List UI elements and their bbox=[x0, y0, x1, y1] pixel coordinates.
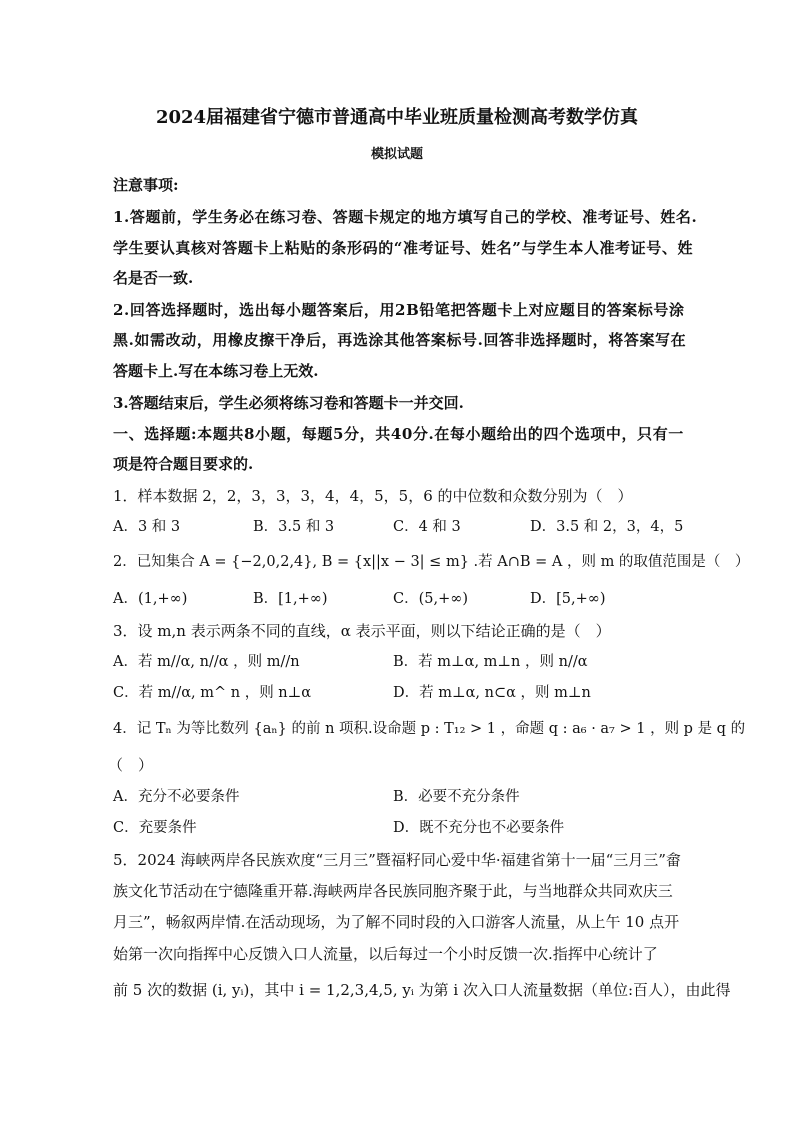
notes-heading: 注意事项: bbox=[113, 176, 179, 194]
question-2-option-c: C．(5,+∞) bbox=[393, 591, 468, 607]
question-5-line-3: 月三”，畅叙两岸情.在活动现场，为了解不同时段的入口游客人流量，从上午 10 点开 bbox=[113, 913, 680, 931]
section-1-heading-line-1: 一、选择题:本题共8小题，每题5分，共40分.在每小题给出的四个选项中，只有一 bbox=[113, 425, 684, 443]
question-2-option-d: D．[5,+∞) bbox=[530, 591, 606, 607]
question-4-option-d: D．既不充分也不必要条件 bbox=[393, 820, 565, 836]
question-4-stem: 4．记 Tₙ 为等比数列 {aₙ} 的前 n 项积.设命题 p : T₁₂ > 1 ，命题 q : a₆ · a₇ > 1 ，则 p 是 q 的 bbox=[113, 721, 746, 737]
note-1-line-2: 学生要认真核对答题卡上粘贴的条形码的“准考证号、姓名”与学生本人准考证号、姓 bbox=[113, 239, 694, 257]
question-4-answer-paren: （ ） bbox=[108, 756, 154, 774]
note-2-line-1: 2.回答选择题时，选出每小题答案后，用2B铅笔把答题卡上对应题目的答案标号涂 bbox=[113, 301, 685, 319]
question-3-stem: 3．设 m,n 表示两条不同的直线，α 表示平面，则以下结论正确的是（ ） bbox=[113, 622, 611, 640]
section-1-heading-line-2: 项是符合题目要求的. bbox=[113, 455, 254, 473]
question-2-option-b: B．[1,+∞) bbox=[253, 591, 328, 607]
page-title: 2024届福建省宁德市普通高中毕业班质量检测高考数学仿真 bbox=[155, 107, 639, 128]
question-5-line-1: 5．2024 海峡两岸各民族欢度“三月三”暨福籽同心爱中华·福建省第十一届“三月三”畲 bbox=[113, 851, 681, 869]
page-subtitle: 模拟试题 bbox=[370, 147, 423, 162]
question-3-option-a: A．若 m//α, n//α ，则 m//n bbox=[113, 654, 300, 670]
note-3: 3.答题结束后，学生必须将练习卷和答题卡一并交回. bbox=[113, 394, 464, 412]
question-2-stem: 2．已知集合 A = {−2,0,2,4}, B = {x||x − 3| ≤ m} .若 A∩B = A ，则 m 的取值范围是（ ） bbox=[113, 554, 750, 570]
question-3-option-d: D．若 m⊥α, n⊂α ，则 m⊥n bbox=[393, 685, 591, 701]
note-2-line-3: 答题卡上.写在本练习卷上无效. bbox=[113, 362, 319, 380]
question-2-option-a: A．(1,+∞) bbox=[113, 591, 188, 607]
question-3-option-c: C．若 m//α, m^ n ，则 n⊥α bbox=[113, 685, 312, 701]
question-5-line-2: 族文化节活动在宁德隆重开幕.海峡两岸各民族同胞齐聚于此，与当地群众共同欢庆三 bbox=[113, 882, 673, 900]
question-3-option-b: B．若 m⊥α, m⊥n ，则 n//α bbox=[393, 654, 588, 670]
question-5-line-4: 始第一次向指挥中心反馈入口人流量，以后每过一个小时反馈一次.指挥中心统计了 bbox=[113, 945, 658, 963]
question-5-line-5: 前 5 次的数据 (i, yᵢ)，其中 i = 1,2,3,4,5, yᵢ 为第 i 次入口人流量数据（单位:百人），由此得 bbox=[113, 981, 731, 999]
question-4-option-b: B．必要不充分条件 bbox=[393, 789, 520, 805]
question-1-option-a: A．3 和 3 bbox=[113, 519, 181, 535]
note-2-line-2: 黑.如需改动，用橡皮擦干净后，再选涂其他答案标号.回答非选择题时，将答案写在 bbox=[113, 331, 687, 349]
question-1-stem: 1．样本数据 2，2，3，3，3，4，4，5，5，6 的中位数和众数分别为（ ） bbox=[113, 487, 633, 505]
question-4-option-c: C．充要条件 bbox=[113, 820, 197, 836]
question-1-option-c: C．4 和 3 bbox=[393, 519, 461, 535]
question-1-option-b: B．3.5 和 3 bbox=[253, 519, 335, 535]
question-1-option-d: D．3.5 和 2，3，4，5 bbox=[530, 519, 684, 535]
note-1-line-1: 1.答题前，学生务必在练习卷、答题卡规定的地方填写自己的学校、准考证号、姓名. bbox=[113, 208, 698, 226]
note-1-line-3: 名是否一致. bbox=[113, 269, 194, 287]
question-4-option-a: A．充分不必要条件 bbox=[113, 789, 240, 805]
